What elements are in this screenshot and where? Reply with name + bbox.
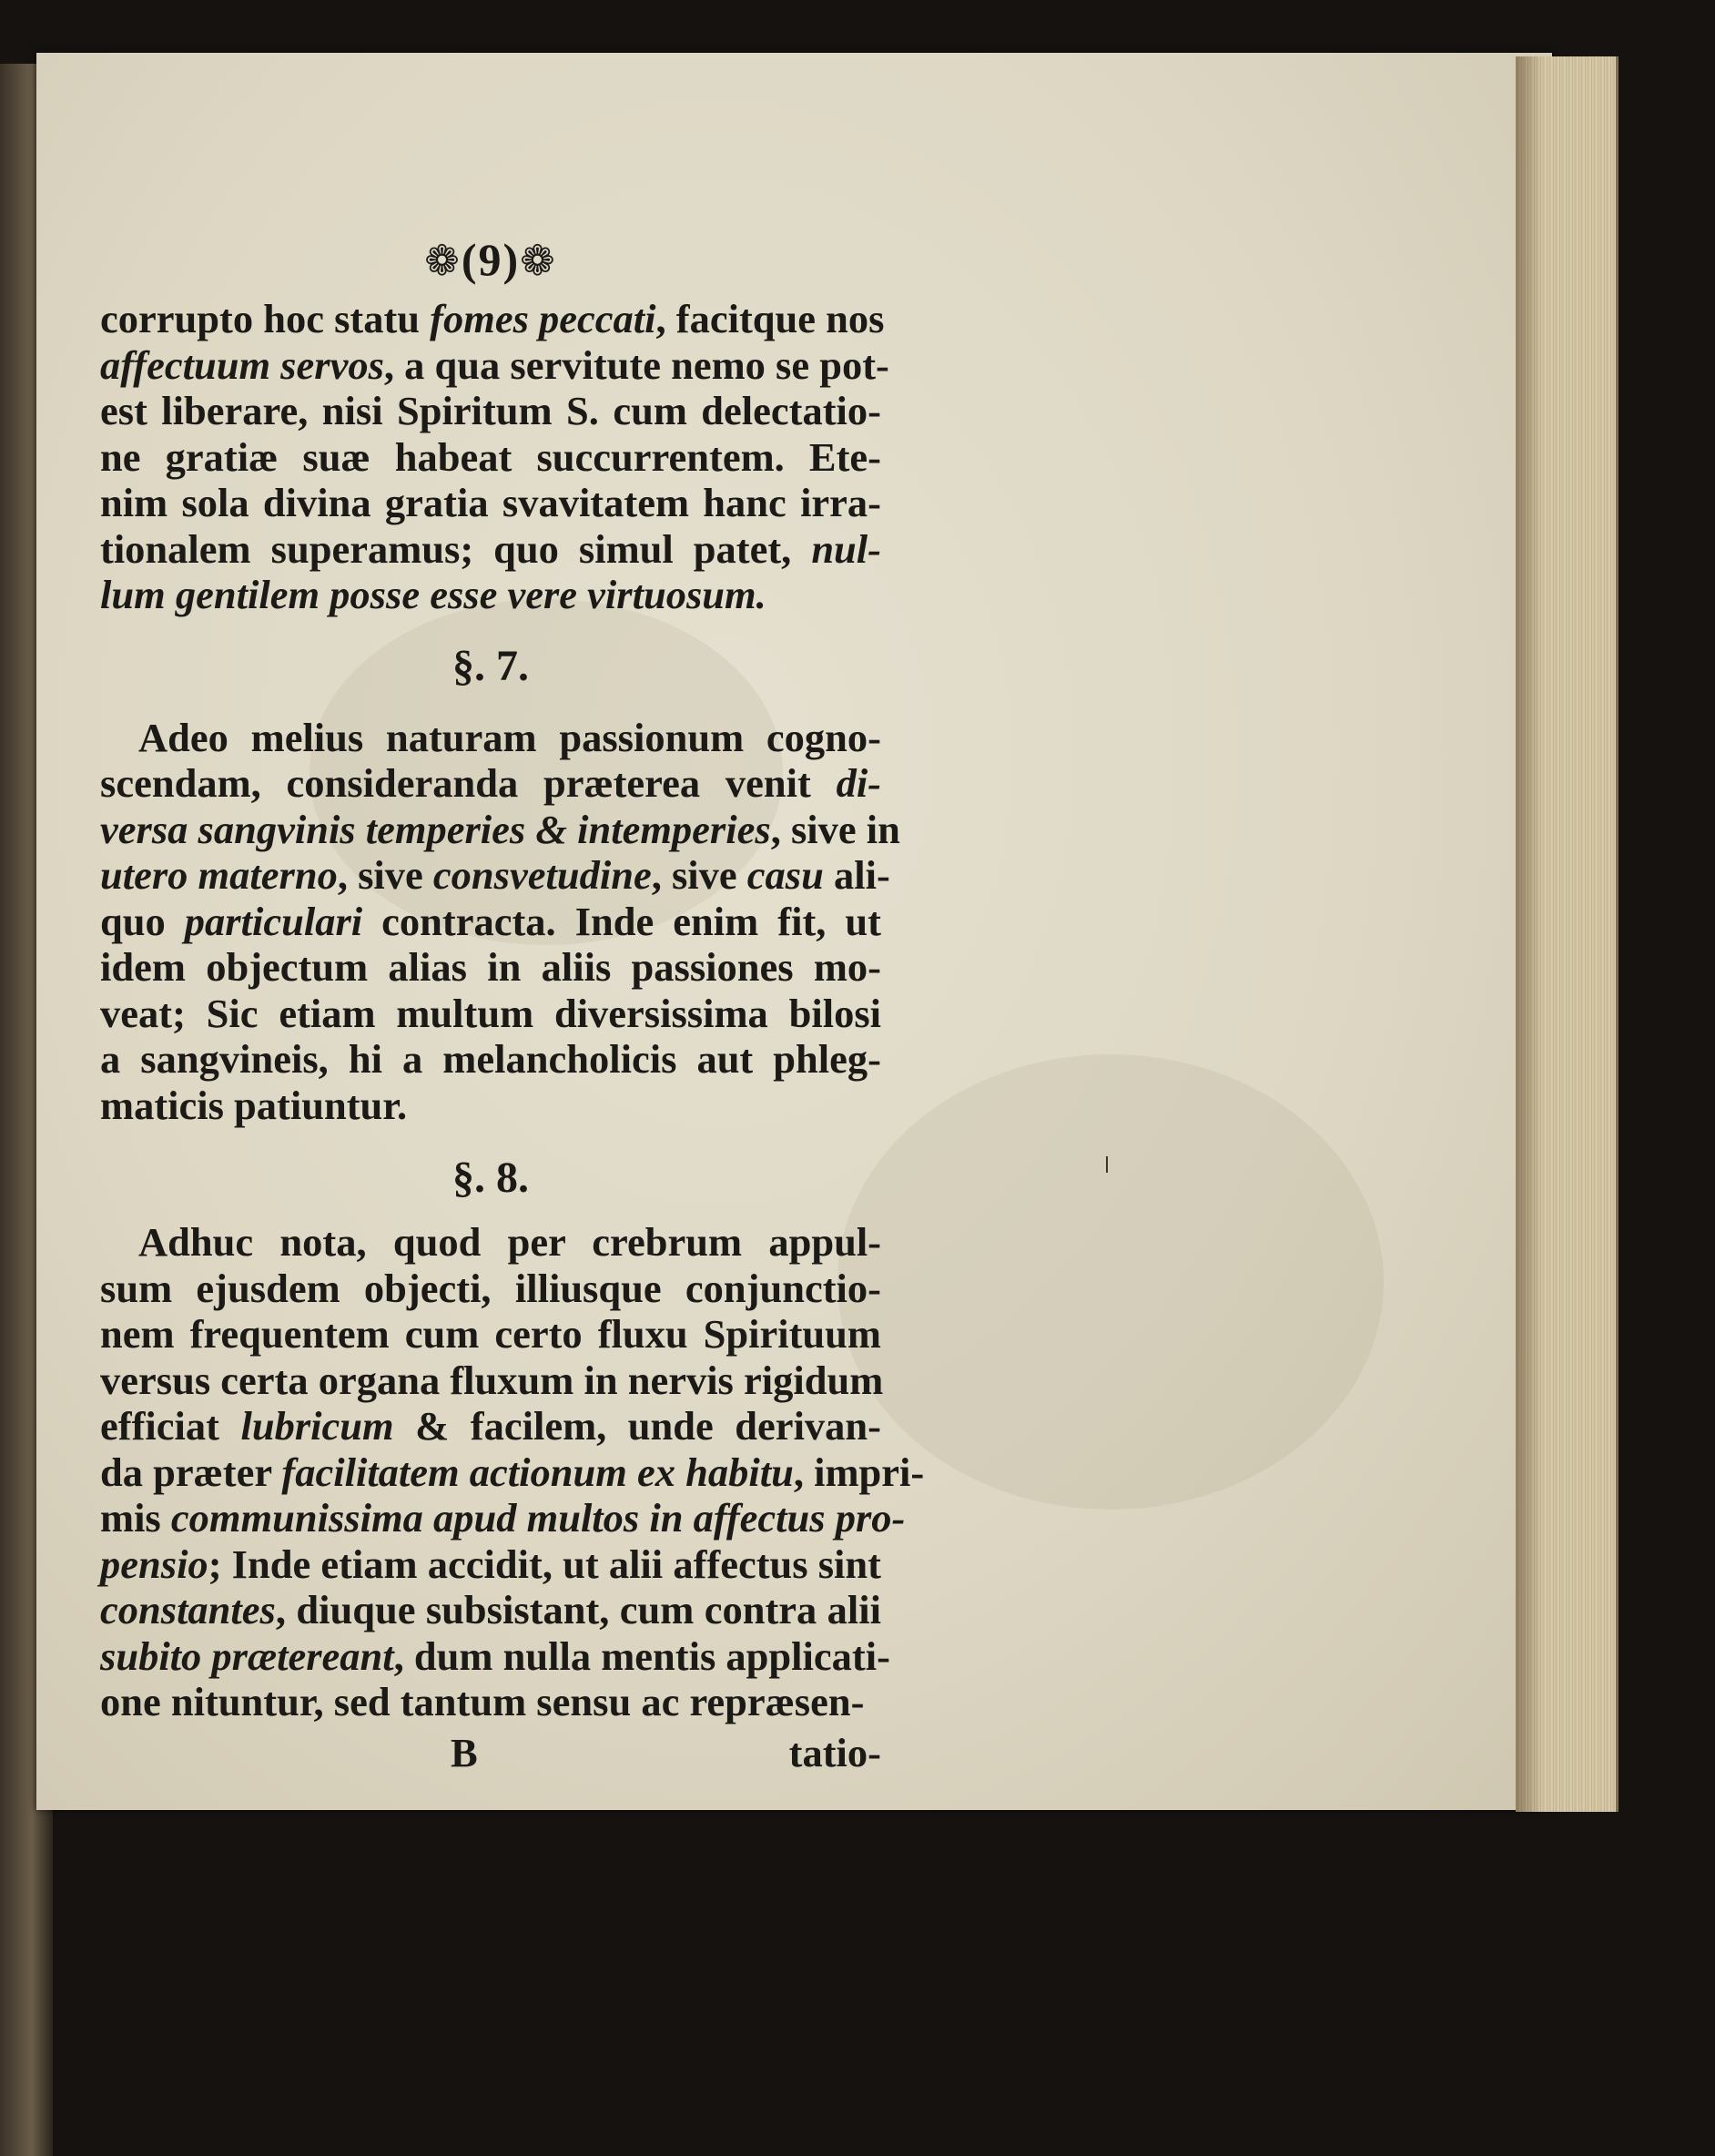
text-line (100, 480, 881, 526)
text-line (100, 1083, 881, 1129)
italic-run: particulari (184, 898, 363, 944)
text-run: est liberare, nisi Spiritum S. cum delectatio- (100, 388, 881, 433)
text-run: ali- (823, 852, 890, 898)
section-heading-7: §. 7. (452, 641, 529, 690)
text-run: , dum nulla mentis applicati- (393, 1632, 890, 1679)
text-line (100, 526, 881, 573)
text-line (100, 806, 900, 853)
text-run: a sangvineis, hi a melancholicis aut phleg- (100, 1036, 881, 1082)
text-run: , sive in (770, 806, 900, 852)
text-line (100, 341, 889, 389)
italic-run: fomes peccati (430, 296, 656, 341)
text-run: da præter (100, 1449, 282, 1495)
signature-mark: B (451, 1729, 478, 1775)
ink-mark (1106, 1156, 1108, 1173)
italic-run: lubricum (240, 1403, 394, 1449)
text-run: maticis patiuntur. (100, 1082, 408, 1128)
text-run: ne gratiæ suæ habeat succurrentem. Ete- (100, 433, 881, 480)
text-run: one nituntur, sed tantum sensu ac repræsen- (100, 1679, 865, 1724)
text-run: efficiat (100, 1403, 241, 1449)
paragraph-3 (100, 1219, 925, 1725)
text-line (100, 1679, 881, 1725)
text-line (100, 1311, 881, 1358)
text-run: sum ejusdem objecti, illiusque conjunctio- (100, 1265, 881, 1311)
running-head (100, 223, 881, 296)
italic-run: di- (836, 760, 881, 806)
italic-run: nul- (811, 525, 881, 572)
text-line (100, 944, 881, 991)
text-line (100, 572, 881, 618)
italic-run: facilitatem actionum ex habitu (281, 1449, 794, 1495)
italic-run: constantes (100, 1587, 276, 1632)
text-line (100, 434, 881, 481)
text-run: scendam, considerandа præterea venit (100, 760, 837, 806)
catchword: tatio- (788, 1729, 881, 1775)
text-run: , sive (337, 852, 433, 898)
text-run: nim sola divina gratia svavitatem hanc irra- (100, 480, 881, 525)
italic-run: lum gentilem posse esse vere virtuosum. (100, 572, 766, 617)
text-line (100, 1357, 884, 1404)
section-heading-8: §. 8. (452, 1154, 529, 1202)
text-line (100, 296, 885, 342)
text-run: versus certa organa fluxum in nervis rigidum (100, 1357, 884, 1403)
text-run: idem objectum alias in aliis passiones mo- (100, 944, 881, 990)
text-run: mis (100, 1495, 171, 1541)
text-line (100, 1036, 881, 1083)
text-run: tionalem superamus; quo simul patet, (100, 525, 812, 572)
text-line (100, 1632, 890, 1680)
text-line (100, 1495, 906, 1541)
text-run: & facilem, unde derivan- (393, 1403, 881, 1449)
text-run: , sive (651, 852, 747, 898)
text-run: , a qua servitute nemo se pot- (383, 341, 889, 388)
ornament-right-icon: ❁ (520, 238, 557, 284)
text-line (100, 991, 881, 1037)
text-run: veat; Sic etiam multum diversissima bilosi (100, 990, 881, 1036)
italic-run: utero materno (100, 852, 338, 898)
text-line (100, 1403, 881, 1449)
text-run: , impri- (793, 1449, 925, 1495)
italic-run: versa sangvinis temperies & intemperies (100, 806, 771, 852)
text-run: Adeo melius naturam passionum cogno- (138, 714, 881, 760)
italic-run: casu (746, 852, 824, 898)
italic-run: consvetudine (432, 852, 652, 898)
text-run: Adhuc nota, quod per crebrum appul- (138, 1219, 881, 1265)
paper-stain (837, 1054, 1384, 1510)
text-run: , diuque subsistant, cum contra alii (275, 1587, 881, 1632)
page-number: (9) (461, 234, 521, 285)
text-run: ; Inde etiam accidit, ut alii affectus sint (208, 1541, 881, 1587)
text-line (100, 760, 881, 807)
page-text (100, 223, 925, 1780)
text-line (100, 1587, 881, 1633)
text-line (100, 852, 890, 899)
paragraph-2 (100, 714, 900, 1129)
italic-run: subito prætereant (100, 1632, 394, 1679)
text-line (100, 1266, 881, 1312)
italic-run: communissima apud multos in affectus pro- (170, 1495, 906, 1541)
text-run: contracta. Inde enim fit, ut (362, 898, 881, 944)
text-run: quo (100, 898, 185, 944)
text-run: corrupto hoc statu (100, 296, 431, 341)
page-footer (100, 1725, 881, 1780)
text-line (100, 1541, 881, 1588)
page-fore-edge (1516, 56, 1619, 1812)
paragraph-1 (100, 296, 889, 618)
text-line (100, 715, 881, 761)
text-line (100, 388, 881, 434)
text-run: , facitque nos (655, 296, 885, 341)
italic-run: affectuum servos (100, 341, 384, 388)
text-line (100, 1449, 925, 1496)
ornament-left-icon: ❁ (424, 238, 462, 284)
text-line (100, 1219, 881, 1266)
text-line (100, 899, 881, 945)
text-run: nem frequentem cum certo fluxu Spirituum (100, 1311, 881, 1357)
italic-run: pensio (100, 1541, 208, 1587)
